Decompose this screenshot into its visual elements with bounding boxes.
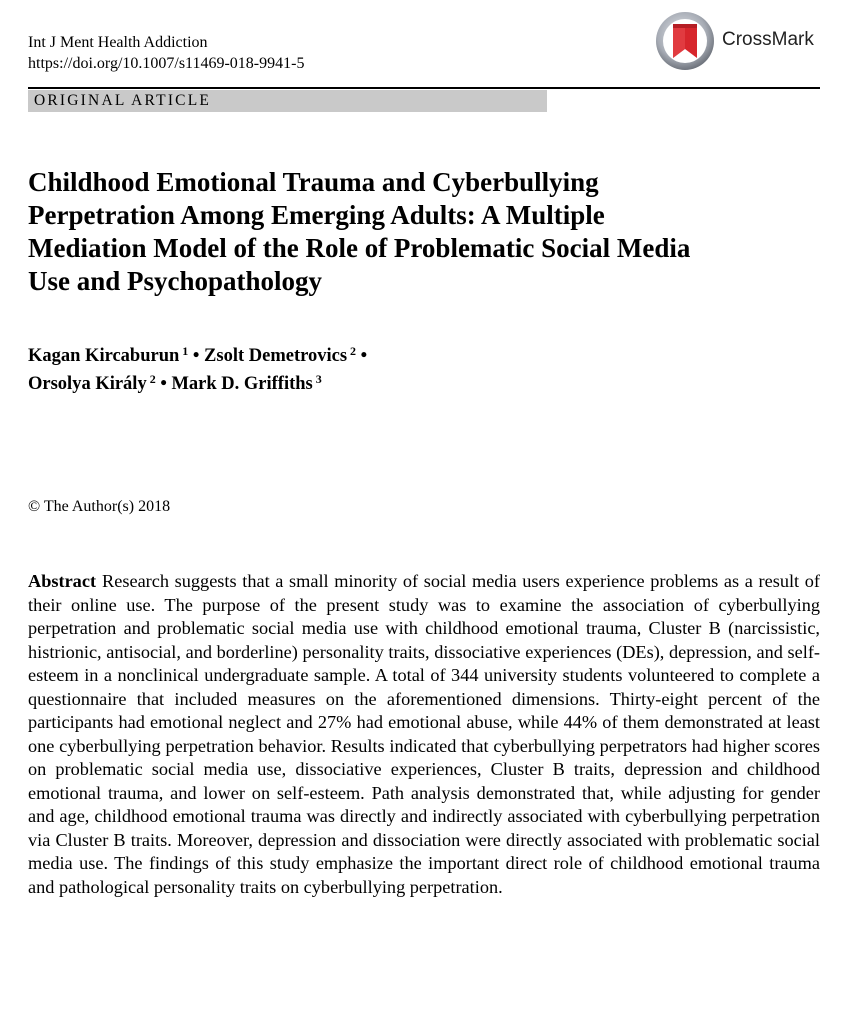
author-name[interactable]: Zsolt Demetrovics	[204, 346, 348, 366]
crossmark-badge[interactable]	[654, 10, 824, 72]
article-title	[28, 166, 818, 298]
author-name[interactable]: Mark D. Griffiths	[171, 374, 313, 394]
abstract	[28, 570, 820, 899]
header-rule	[28, 87, 820, 89]
author-affiliation: 1	[182, 344, 189, 358]
author-affiliation: 2	[149, 372, 156, 386]
journal-info	[28, 32, 304, 74]
doi-link[interactable]: https://doi.org/10.1007/s11469-018-9941-5	[28, 55, 305, 72]
title-line: Use and Psychopathology	[28, 266, 323, 296]
abstract-label: Abstract	[28, 571, 97, 591]
copyright-notice: © The Author(s) 2018	[28, 498, 171, 515]
title-line: Perpetration Among Emerging Adults: A Multiple	[28, 200, 605, 230]
author-name[interactable]: Kagan Kircaburun	[28, 346, 180, 366]
crossmark-label: CrossMark	[722, 29, 814, 50]
author-separator: •	[192, 346, 200, 366]
author-separator: •	[160, 374, 167, 394]
abstract-text: Research suggests that a small minority of social media users experience problems as a result of their online use. The purpose of the present study was to examine the association of cyberbullying perpetration and problematic social media use with childhood emotional trauma, Cluster B (narcissistic, histrionic, antisocial, and borderline) personality traits, dissociative experiences (DEs), depression, and self-esteem in a nonclinical undergraduate sample. A total of 344 university students volunteered to complete a questionnaire that included measures on the aforementioned dimensions. Thirty-eight percent of the participants had emotional neglect and 27% had emotional abuse, while 44% of them demonstrated at least one cyberbullying perpetration behavior. Results indicated that cyberbullying perpetrators had higher scores on problematic social media use, dissociative experiences, Cluster B traits, depression and childhood emotional trauma, and lower on self-esteem. Path analysis demonstrated that, while adjusting for gender and age, childhood emotional trauma was directly and indirectly associated with cyberbullying perpetration via Cluster B traits. Moreover, depression and dissociation were directly associated with problematic social media use. The findings of this study emphasize the important direct role of childhood emotional trauma and pathological personality traits on cyberbullying perpetration.	[28, 571, 820, 897]
title-line: Childhood Emotional Trauma and Cyberbullying	[28, 167, 599, 197]
author-name[interactable]: Orsolya Király	[28, 374, 147, 394]
article-type-label: ORIGINAL ARTICLE	[28, 90, 547, 112]
author-affiliation: 3	[315, 372, 322, 386]
title-line: Mediation Model of the Role of Problematic Social Media	[28, 233, 691, 263]
author-line	[28, 370, 818, 398]
author-line	[28, 342, 818, 370]
journal-name: Int J Ment Health Addiction	[28, 34, 208, 51]
author-affiliation: 2	[350, 344, 357, 358]
author-separator: •	[360, 346, 368, 366]
author-list	[28, 342, 818, 398]
crossmark-icon	[654, 10, 716, 72]
